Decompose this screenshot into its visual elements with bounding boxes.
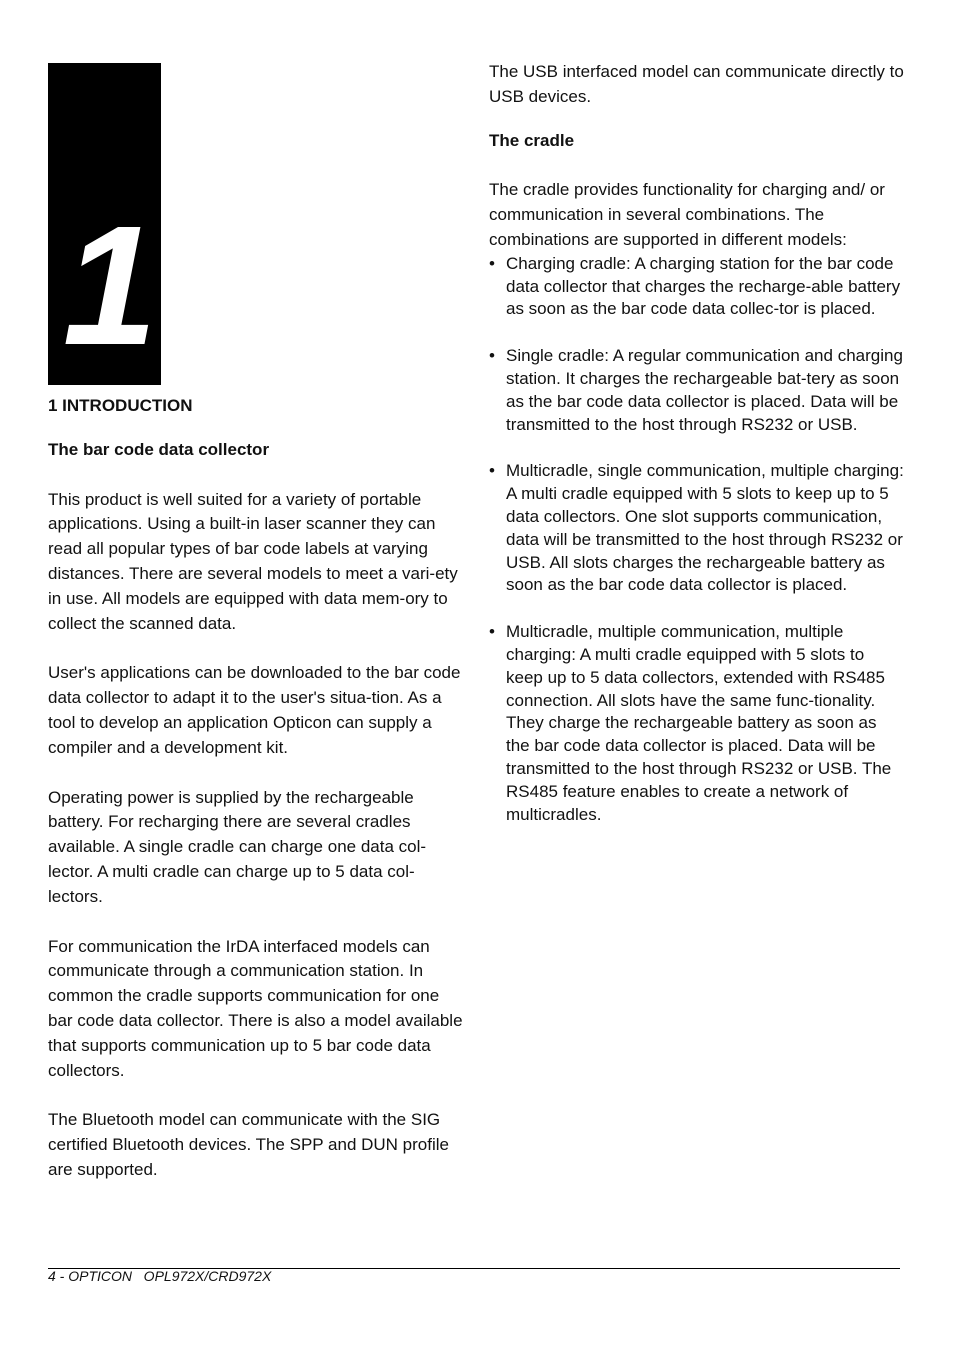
paragraph: For communication the IrDA interfaced models can communicate through a communication station. In common the cradle supports communication for one bar code data collector. There is also a model available that supports communication up to 5 bar code data collectors. bbox=[48, 936, 463, 1080]
chapter-title: 1 INTRODUCTION bbox=[48, 396, 193, 415]
list-item-text: Single cradle: A regular communication and charging station. It charges the rechargeable bat-tery as soon as the bar code data collector is placed. Data will be transmitted to the host through RS232 or USB. bbox=[506, 346, 903, 434]
list-item bbox=[489, 345, 904, 436]
bullet-icon: • bbox=[489, 346, 495, 366]
left-column bbox=[48, 394, 463, 1183]
paragraph: User's applications can be downloaded to the bar code data collector to adapt it to the user's situa-tion. As a tool to develop an application Opticon can supply a compiler and a development kit. bbox=[48, 663, 461, 757]
right-column bbox=[489, 60, 904, 826]
chapter-number-block bbox=[48, 63, 161, 385]
list-item-text: Charging cradle: A charging station for the bar code data collector that charges the recharge-able battery as soon as the bar code data collec-tor is placed. bbox=[506, 253, 901, 319]
page-footer: 4 - OPTICON OPL972X/CRD972X bbox=[48, 1268, 272, 1284]
paragraph: This product is well suited for a variety of portable applications. Using a built-in laser scanner they can read all popular types of bar code labels at varying distances. There are several models to meet a vari-ety in use. All models are equipped with data mem-ory to collect the scanned data. bbox=[48, 489, 458, 633]
bullet-icon: • bbox=[489, 622, 495, 642]
list-item-text: Multicradle, multiple communication, multiple charging: A multi cradle equipped with 5 slots to keep up to 5 data collectors, extended with RS485 connection. All slots have the same func-tionality. They charge the rechargeable battery as soon as the bar code data collector is placed. Data will be transmitted to the host through RS232 or USB. The RS485 feature enables to create a network of multicradles. bbox=[506, 622, 892, 824]
list-item bbox=[489, 253, 904, 321]
paragraph: The Bluetooth model can communicate with the SIG certified Bluetooth devices. The SPP and DUN profile are supported. bbox=[48, 1110, 449, 1179]
chapter-number: 1 bbox=[62, 191, 158, 381]
paragraph: The USB interfaced model can communicate directly to USB devices. bbox=[489, 62, 904, 106]
paragraph: Operating power is supplied by the rechargeable battery. For recharging there are several cradles available. A single cradle can charge one data col-lector. A multi cradle can charge up to 5 data col-lectors. bbox=[48, 787, 427, 906]
bullet-icon: • bbox=[489, 461, 495, 481]
list-item bbox=[489, 460, 904, 597]
section-heading-cradle: The cradle bbox=[489, 130, 575, 150]
section-heading-bar-code-data-collector: The bar code data collector bbox=[48, 439, 270, 459]
list-item-text: Multicradle, single communication, multiple charging: A multi cradle equipped with 5 slots to keep up to 5 data collectors. One slot supports communication, data will be transmitted to the host through RS232 or USB. All slots charges the rechargeable battery as soon as the bar code data collector is placed. bbox=[506, 461, 904, 595]
paragraph: The cradle provides functionality for charging and/ or communication in several combinations. The combinations are supported in different models: bbox=[489, 180, 885, 249]
list-item bbox=[489, 621, 904, 826]
cradle-types-list bbox=[489, 253, 904, 827]
bullet-icon: • bbox=[489, 253, 495, 273]
